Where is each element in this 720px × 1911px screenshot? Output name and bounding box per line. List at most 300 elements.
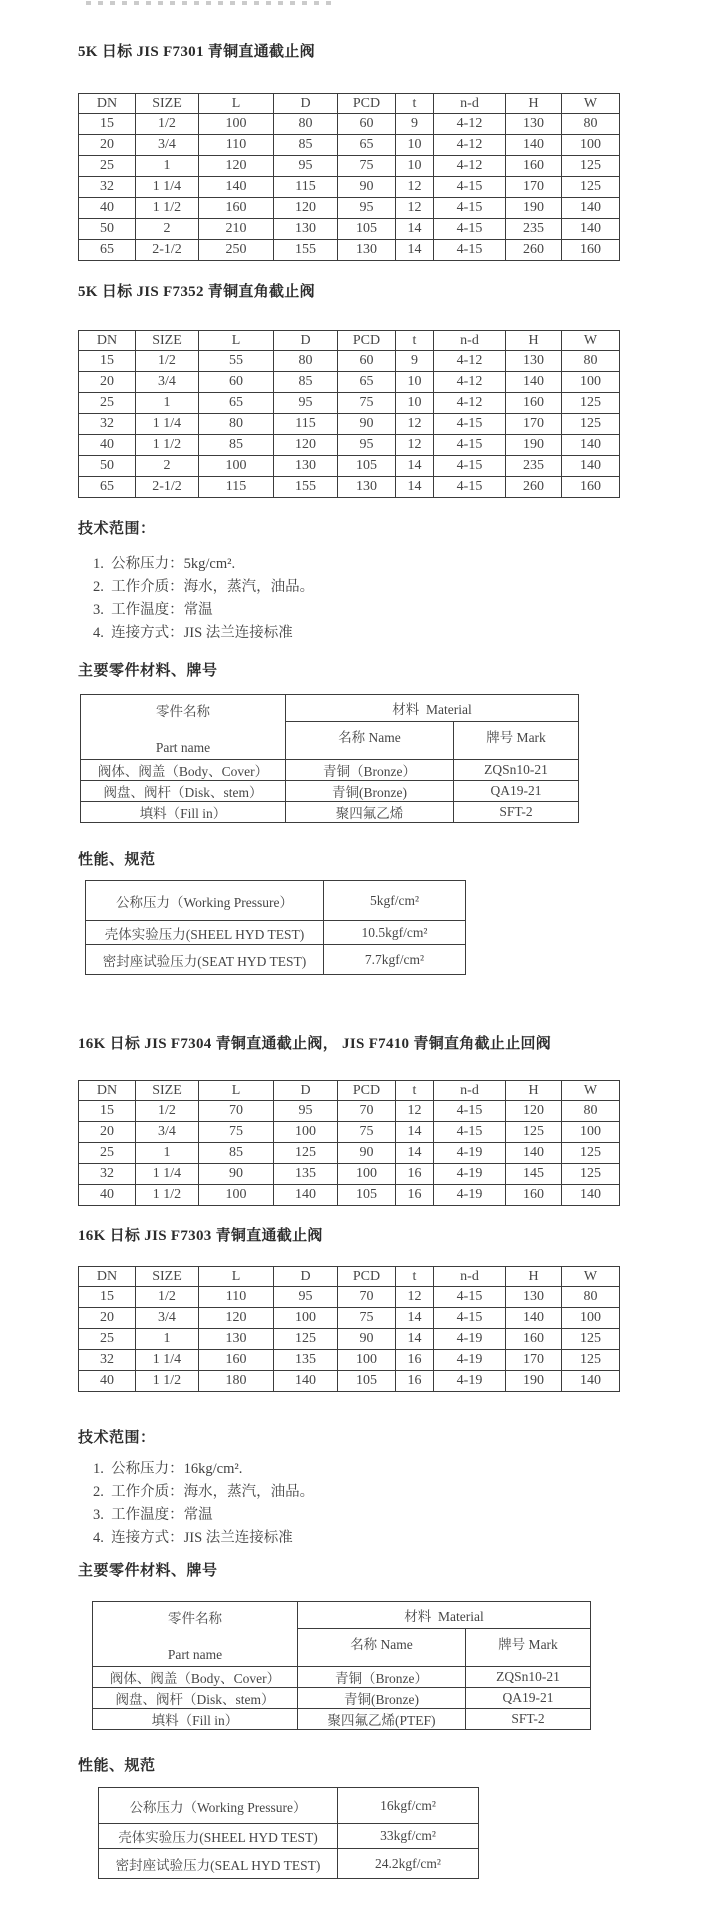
table-cell: 210 [199,219,274,240]
table-cell: 85 [199,435,274,456]
table-cell: 32 [79,177,136,198]
table-cell: 160 [506,1185,562,1206]
table-cell: 125 [274,1329,338,1350]
col-header-size: SIZE [136,94,199,114]
table-cell: 20 [79,1122,136,1143]
table-cell: 4-15 [434,1287,506,1308]
table-row [79,1164,620,1185]
table-cell: 120 [274,435,338,456]
table-cell: 60 [199,372,274,393]
table-body-f7303 [79,1287,620,1392]
table-header-row [79,1081,620,1101]
table-row [79,135,620,156]
table-cell: 25 [79,1143,136,1164]
table-cell: 100 [338,1350,396,1371]
table-body-f7301 [79,114,620,261]
table-cell: 85 [274,135,338,156]
table-cell: 聚四氟乙烯 [286,802,454,823]
table-cell: 95 [274,393,338,414]
table-row [99,1788,479,1824]
table-cell: 235 [506,219,562,240]
col-header-h: H [506,1267,562,1287]
table-cell: 1/2 [136,1287,199,1308]
table-cell: 16kgf/cm² [338,1788,479,1824]
table-cell: 4-19 [434,1164,506,1185]
materials-table-body-16k [93,1667,591,1730]
table-cell: 50 [79,456,136,477]
table-cell: 2 [136,456,199,477]
table-cell: 4-15 [434,198,506,219]
table-cell: 135 [274,1164,338,1185]
table-row [93,1688,591,1709]
table-cell: 4-15 [434,414,506,435]
table-cell: 12 [396,414,434,435]
table-cell: 160 [562,240,620,261]
table-cell: 14 [396,1308,434,1329]
table-cell: 80 [199,414,274,435]
table-cell: 14 [396,1143,434,1164]
col-header-l: L [199,331,274,351]
table-cell: 20 [79,372,136,393]
table-row [79,1329,620,1350]
col-header-l: L [199,1081,274,1101]
table-cell: 95 [274,156,338,177]
table-cell: 4-15 [434,177,506,198]
table-row [79,240,620,261]
table-cell: 3/4 [136,135,199,156]
table-cell: 125 [562,1143,620,1164]
table-row [79,1101,620,1122]
material-mark-label: 牌号 Mark [466,1629,591,1667]
table-cell: 190 [506,198,562,219]
table-cell: 140 [506,1143,562,1164]
table-row [79,1185,620,1206]
col-header-h: H [506,331,562,351]
col-header-l: L [199,94,274,114]
materials-title-5k: 主要零件材料、牌号 [78,663,218,679]
table-cell: 75 [338,1122,396,1143]
table-cell: 160 [506,1329,562,1350]
table-cell: 1 1/2 [136,1185,199,1206]
table-cell: 125 [562,414,620,435]
col-header-nd: n-d [434,1267,506,1287]
table-cell: 100 [562,135,620,156]
table-cell: 32 [79,1164,136,1185]
table-cell: 填料（Fill in） [81,802,286,823]
table-cell: 12 [396,1101,434,1122]
table-cell: 4-19 [434,1143,506,1164]
tech-item: 4. 连接方式：JIS 法兰连接标准 [93,625,293,641]
table-row [79,1308,620,1329]
col-header-nd: n-d [434,331,506,351]
material-header-label: 材料 Material [286,695,579,722]
table-cell: 90 [199,1164,274,1185]
performance-title-16k: 性能、规范 [78,1758,156,1774]
table-cell: 阀体、阀盖（Body、Cover） [81,760,286,781]
col-header-pcd: PCD [338,94,396,114]
table-cell: 16 [396,1350,434,1371]
table-cell: 80 [562,1287,620,1308]
table-cell: 4-15 [434,219,506,240]
table-cell: 40 [79,435,136,456]
part-name-cn-label: 零件名称 [168,1611,222,1626]
performance-title-5k: 性能、规范 [78,852,156,868]
table-cell: 140 [562,456,620,477]
tech-item: 3. 工作温度：常温 [93,602,213,618]
clipped-text-remnant [86,1,336,5]
table-cell: 14 [396,240,434,261]
performance-table-body-16k [99,1788,479,1879]
performance-table-body-5k [86,881,466,975]
table-cell: 60 [338,114,396,135]
table-cell: 16 [396,1185,434,1206]
table-cell: 80 [562,114,620,135]
col-header-h: H [506,1081,562,1101]
table-cell: 95 [338,198,396,219]
table-cell: 4-15 [434,240,506,261]
table-cell: 24.2kgf/cm² [338,1849,479,1879]
table-cell: 130 [338,477,396,498]
table-row [81,802,579,823]
col-header-size: SIZE [136,331,199,351]
table-cell: 15 [79,114,136,135]
table-cell: 3/4 [136,372,199,393]
table-cell: 65 [338,372,396,393]
table-cell: 160 [506,393,562,414]
table-cell: 100 [274,1308,338,1329]
table-cell: 40 [79,1185,136,1206]
table-cell: 155 [274,477,338,498]
material-mark-label: 牌号 Mark [454,722,579,760]
col-header-pcd: PCD [338,331,396,351]
table-cell: 170 [506,177,562,198]
table-header-row [79,94,620,114]
table-header-row [79,331,620,351]
materials-table-16k [92,1601,591,1730]
materials-title-16k: 主要零件材料、牌号 [78,1563,218,1579]
table-cell: 密封座试验压力(SEAL HYD TEST) [99,1849,338,1879]
table-cell: 65 [79,477,136,498]
table-cell: 125 [562,1329,620,1350]
table-cell: 青铜（Bronze） [298,1667,466,1688]
heading-16k-f7303: 16K 日标 JIS F7303 青铜直通截止阀 [78,1228,323,1244]
table-cell: 145 [506,1164,562,1185]
col-header-d: D [274,94,338,114]
table-cell: 85 [199,1143,274,1164]
table-cell: 4-15 [434,456,506,477]
table-cell: 160 [199,1350,274,1371]
table-cell: 250 [199,240,274,261]
table-cell: 16 [396,1164,434,1185]
table-cell: 100 [562,372,620,393]
table-cell: 260 [506,240,562,261]
table-cell: 1 1/2 [136,435,199,456]
table-cell: 1 1/2 [136,198,199,219]
table-cell: 125 [562,393,620,414]
table-cell: 4-12 [434,393,506,414]
table-cell: 125 [562,156,620,177]
table-row [99,1849,479,1879]
table-cell: 260 [506,477,562,498]
col-header-w: W [562,94,620,114]
table-cell: 4-15 [434,1308,506,1329]
table-cell: 80 [562,1101,620,1122]
table-cell: 1 1/2 [136,1371,199,1392]
table-cell: 填料（Fill in） [93,1709,298,1730]
table-cell: 4-12 [434,135,506,156]
table-cell: 90 [338,414,396,435]
table-cell: 140 [506,1308,562,1329]
table-row [79,477,620,498]
table-cell: 130 [506,1287,562,1308]
tech-scope-title-5k: 技术范围： [78,521,156,537]
table-cell: 170 [506,1350,562,1371]
table-cell: 80 [562,351,620,372]
table-row [99,1824,479,1849]
table-cell: 4-12 [434,114,506,135]
materials-header-row-1 [81,695,579,722]
table-cell: 100 [562,1122,620,1143]
table-cell: 95 [274,1101,338,1122]
table-cell: 125 [562,1164,620,1185]
table-cell: 130 [274,456,338,477]
part-name-en-label: Part name [167,1647,223,1662]
table-cell: 170 [506,414,562,435]
table-cell: 12 [396,1287,434,1308]
table-cell: 75 [199,1122,274,1143]
table-cell: 12 [396,177,434,198]
table-cell: 70 [338,1287,396,1308]
tech-scope-title-16k: 技术范围： [78,1430,156,1446]
performance-table-5k [85,880,466,975]
material-name-label: 名称 Name [298,1629,466,1667]
col-header-d: D [274,1267,338,1287]
table-row [93,1667,591,1688]
heading-5k-f7301: 5K 日标 JIS F7301 青铜直通截止阀 [78,44,315,60]
table-cell: 80 [274,351,338,372]
table-row [79,351,620,372]
col-header-size: SIZE [136,1081,199,1101]
table-cell: 65 [338,135,396,156]
table-cell: 密封座试验压力(SEAT HYD TEST) [86,945,324,975]
performance-table-16k [98,1787,479,1879]
table-cell: 15 [79,1101,136,1122]
table-cell: 125 [562,177,620,198]
table-cell: 50 [79,219,136,240]
tech-item: 4. 连接方式：JIS 法兰连接标准 [93,1530,293,1546]
dimension-table-f7352 [78,330,620,498]
table-cell: 3/4 [136,1308,199,1329]
table-cell: 4-19 [434,1371,506,1392]
table-cell: 100 [562,1308,620,1329]
table-cell: 160 [506,156,562,177]
table-cell: 60 [338,351,396,372]
table-cell: 140 [562,198,620,219]
table-cell: 1/2 [136,114,199,135]
table-cell: 120 [506,1101,562,1122]
table-cell: 4-12 [434,351,506,372]
table-cell: 40 [79,198,136,219]
table-cell: 2 [136,219,199,240]
table-cell: 1 [136,1143,199,1164]
table-cell: 公称压力（Working Pressure） [86,881,324,921]
table-cell: 14 [396,456,434,477]
table-cell: 1/2 [136,351,199,372]
table-cell: 15 [79,351,136,372]
table-cell: QA19-21 [454,781,579,802]
table-cell: 140 [506,135,562,156]
table-body-f7352 [79,351,620,498]
table-cell: 20 [79,1308,136,1329]
table-cell: 33kgf/cm² [338,1824,479,1849]
table-cell: 4-15 [434,477,506,498]
table-cell: 130 [338,240,396,261]
table-cell: 12 [396,198,434,219]
dimension-table-f7303 [78,1266,620,1392]
table-cell: 25 [79,1329,136,1350]
table-cell: 115 [274,177,338,198]
table-cell: 9 [396,114,434,135]
part-name-header-cell [93,1602,298,1667]
table-cell: 130 [506,114,562,135]
table-row [79,198,620,219]
dimension-table-f7304 [78,1080,620,1206]
table-row [79,1122,620,1143]
table-cell: 14 [396,477,434,498]
table-cell: 95 [274,1287,338,1308]
table-cell: 1 1/4 [136,1164,199,1185]
table-cell: 105 [338,1371,396,1392]
col-header-dn: DN [79,331,136,351]
table-row [86,921,466,945]
table-cell: 140 [274,1185,338,1206]
table-row [79,1143,620,1164]
col-header-l: L [199,1267,274,1287]
table-cell: 10 [396,156,434,177]
table-cell: 190 [506,1371,562,1392]
col-header-w: W [562,1267,620,1287]
table-cell: 1 1/4 [136,414,199,435]
table-cell: 10.5kgf/cm² [324,921,466,945]
col-header-size: SIZE [136,1267,199,1287]
table-cell: 10 [396,393,434,414]
table-cell: 85 [274,372,338,393]
table-cell: 100 [338,1164,396,1185]
table-cell: 阀盘、阀杆（Disk、stem） [93,1688,298,1709]
tech-item: 2. 工作介质：海水，蒸汽，油品。 [93,1484,315,1500]
table-cell: 135 [274,1350,338,1371]
table-cell: 140 [506,372,562,393]
materials-header-row-1 [93,1602,591,1629]
table-cell: 80 [274,114,338,135]
table-cell: 16 [396,1371,434,1392]
table-body-f7304 [79,1101,620,1206]
table-cell: 1 [136,393,199,414]
tech-scope-list-16k [93,1458,314,1550]
table-cell: 55 [199,351,274,372]
table-row [79,435,620,456]
table-cell: 140 [562,1371,620,1392]
table-cell: 9 [396,351,434,372]
table-cell: 100 [199,1185,274,1206]
table-cell: QA19-21 [466,1688,591,1709]
table-cell: 115 [274,414,338,435]
table-cell: 4-19 [434,1350,506,1371]
table-cell: 4-12 [434,156,506,177]
table-cell: 75 [338,1308,396,1329]
part-name-cn-label: 零件名称 [156,704,210,719]
table-cell: 105 [338,1185,396,1206]
table-cell: 14 [396,219,434,240]
table-cell: 75 [338,393,396,414]
col-header-dn: DN [79,1267,136,1287]
table-cell: 4-19 [434,1185,506,1206]
table-cell: 25 [79,393,136,414]
table-cell: 青铜（Bronze） [286,760,454,781]
col-header-t: t [396,94,434,114]
table-cell: 110 [199,135,274,156]
table-cell: 105 [338,219,396,240]
table-cell: 70 [199,1101,274,1122]
table-cell: 青铜(Bronze) [298,1688,466,1709]
table-cell: 2-1/2 [136,240,199,261]
table-cell: 100 [199,114,274,135]
col-header-nd: n-d [434,94,506,114]
table-cell: ZQSn10-21 [466,1667,591,1688]
table-cell: 105 [338,456,396,477]
table-cell: 160 [562,477,620,498]
table-row [79,456,620,477]
table-cell: 1 1/4 [136,1350,199,1371]
table-cell: 4-12 [434,372,506,393]
tech-scope-list-5k [93,553,314,645]
tech-item: 3. 工作温度：常温 [93,1507,213,1523]
tech-item: 1. 公称压力：5kg/cm². [93,556,236,572]
table-cell: 7.7kgf/cm² [324,945,466,975]
table-cell: 15 [79,1287,136,1308]
table-header-row [79,1267,620,1287]
table-cell: 115 [199,477,274,498]
table-cell: 14 [396,1122,434,1143]
table-cell: 壳体实验压力(SHEEL HYD TEST) [86,921,324,945]
tech-item: 1. 公称压力：16kg/cm². [93,1461,243,1477]
col-header-t: t [396,1081,434,1101]
table-cell: 阀体、阀盖（Body、Cover） [93,1667,298,1688]
table-cell: 5kgf/cm² [324,881,466,921]
table-cell: 14 [396,1329,434,1350]
table-cell: 160 [199,198,274,219]
col-header-nd: n-d [434,1081,506,1101]
table-cell: 90 [338,1143,396,1164]
table-cell: 32 [79,414,136,435]
table-cell: 235 [506,456,562,477]
table-cell: 3/4 [136,1122,199,1143]
table-cell: SFT-2 [454,802,579,823]
table-cell: 12 [396,435,434,456]
table-row [79,114,620,135]
table-row [86,945,466,975]
table-cell: 100 [274,1122,338,1143]
table-cell: 65 [199,393,274,414]
heading-5k-f7352: 5K 日标 JIS F7352 青铜直角截止阀 [78,284,315,300]
material-name-label: 名称 Name [286,722,454,760]
table-cell: 1 [136,156,199,177]
table-cell: 180 [199,1371,274,1392]
table-row [79,1371,620,1392]
table-cell: 190 [506,435,562,456]
tech-item: 2. 工作介质：海水，蒸汽，油品。 [93,579,315,595]
table-cell: 4-15 [434,1101,506,1122]
